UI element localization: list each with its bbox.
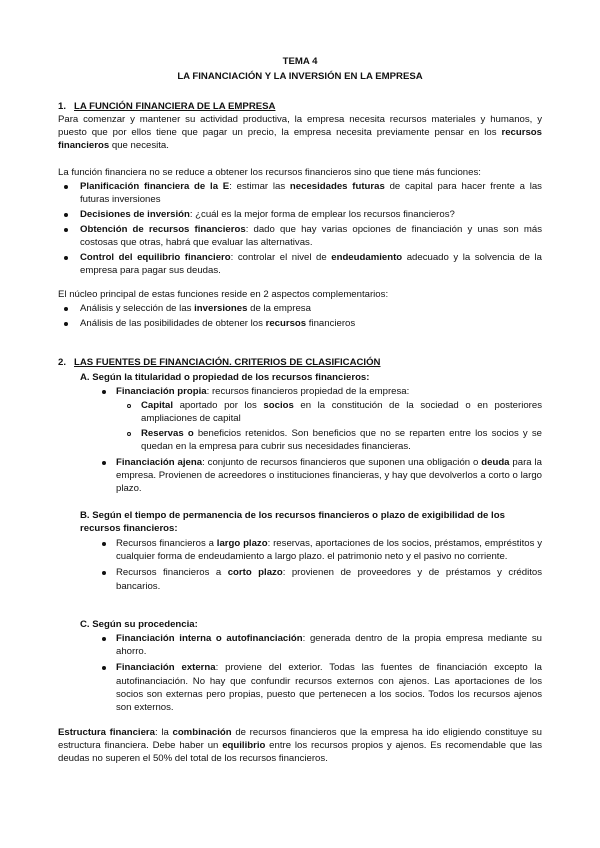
criterion-a-list — [116, 385, 542, 400]
criterion-a: A. Según la titularidad o propiedad de los recursos financieros: — [80, 372, 370, 383]
section1-intro: Para comenzar y mantener su actividad productiva, la empresa necesita recursos materiales y humanos, y puesto que por ellos tiene que pagar un precio, la empresa necesita previamente pensar en los recursos financieros que necesita. — [58, 114, 542, 152]
functions-intro: La función financiera no se reduce a obtener los recursos financieros sino que tiene más funciones: — [58, 167, 481, 178]
list-item: Recursos financieros a corto plazo: provienen de proveedores y de préstamos y créditos bancarios. — [116, 566, 542, 592]
core-list — [80, 302, 542, 331]
list-item: Planificación financiera de la E: estimar las necesidades futuras de capital para hacer frente a las futuras inversiones — [80, 180, 542, 206]
section1-heading: LA FUNCIÓN FINANCIERA DE LA EMPRESA — [74, 101, 276, 112]
topic-number: TEMA 4 — [282, 56, 318, 67]
list-item: Financiación externa: proviene del exterior. Todas las fuentes de financiación excepto la autofinanciación. No hay que confundir recursos externos con ajenos. Las aportaciones de los socios son externas pero propias, puesto que pertenecen a los socios. Todos los recursos ajenos son externos. — [116, 661, 542, 714]
core-intro: El núcleo principal de estas funciones reside en 2 aspectos complementarios: — [58, 289, 389, 300]
criterion-b: B. Según el tiempo de permanencia de los recursos financieros o plazo de exigibilidad de los recursos financieros: — [80, 510, 505, 535]
list-item: Capital aportado por los socios en la constitución de la sociedad o en posteriores ampliaciones de capital — [141, 399, 542, 425]
section1-number: 1. — [58, 101, 67, 112]
list-item: Control del equilibrio financiero: controlar el nivel de endeudamiento adecuado y la solvencia de la empresa para pagar sus deudas. — [80, 251, 542, 277]
functions-list — [80, 180, 542, 278]
list-item: Financiación propia: recursos financieros propiedad de la empresa: — [116, 385, 542, 398]
list-item: Financiación interna o autofinanciación: generada dentro de la propia empresa mediante su ahorro. — [116, 632, 542, 658]
list-item: Análisis de las posibilidades de obtener los recursos financieros — [80, 317, 542, 330]
own-funds-sublist — [141, 399, 542, 455]
criterion-c: C. Según su procedencia: — [80, 619, 198, 630]
list-item: Decisiones de inversión: ¿cuál es la mejor forma de emplear los recursos financieros? — [80, 208, 542, 221]
financial-structure-paragraph: Estructura financiera: la combinación de recursos financieros que la empresa ha ido eligiendo constituye su estructura financiera. Debe haber un equilibrio entre los recursos propios y ajenos. Es recomendable que las deudas no superen el 50% del total de los recursos financieros. — [58, 727, 542, 765]
criterion-b-list — [116, 537, 542, 594]
list-item: Obtención de recursos financieros: dado que hay varias opciones de financiación y unas son más costosas que otras, habrá que evaluar las alternativas. — [80, 223, 542, 249]
list-item: Análisis y selección de las inversiones de la empresa — [80, 302, 542, 315]
section2-heading: LAS FUENTES DE FINANCIACIÓN. CRITERIOS DE CLASIFICACIÓN — [74, 357, 381, 368]
external-debt-list — [116, 456, 542, 497]
document-title: LA FINANCIACIÓN Y LA INVERSIÓN EN LA EMPRESA — [177, 71, 423, 82]
section2-number: 2. — [58, 357, 67, 368]
list-item: Reservas o beneficios retenidos. Son beneficios que no se reparten entre los socios y se quedan en la empresa para cubrir sus necesidades financieras. — [141, 427, 542, 453]
list-item: Financiación ajena: conjunto de recursos financieros que suponen una obligación o deuda para la empresa. Provienen de acreedores o instituciones financieras, y hay que devolverlos a corto o largo plazo. — [116, 456, 542, 496]
criterion-c-list — [116, 632, 542, 716]
list-item: Recursos financieros a largo plazo: reservas, aportaciones de los socios, préstamos, empréstitos y cualquier forma de endeudamiento a largo plazo. el patrimonio neto y el pasivo no corriente. — [116, 537, 542, 563]
